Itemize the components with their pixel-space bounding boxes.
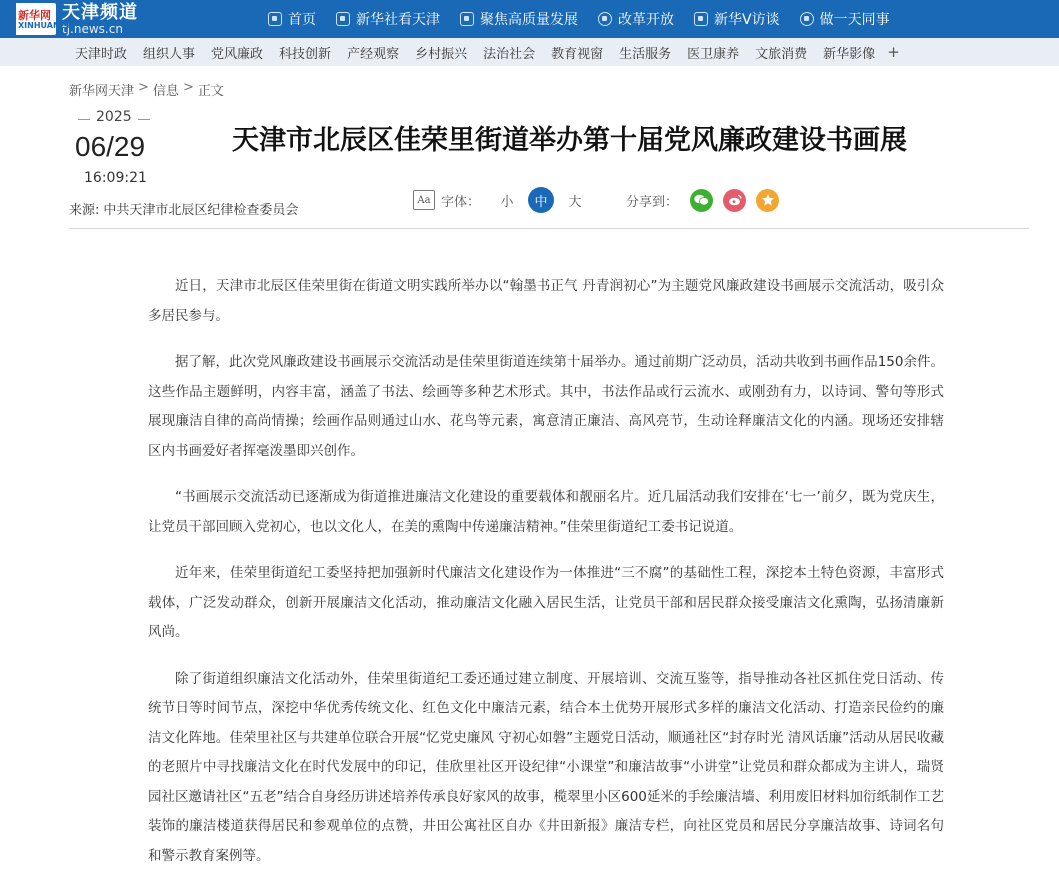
nav-reform-label: 改革开放 [618,12,674,28]
date-divider-left [78,119,90,120]
nav-high-quality[interactable] [460,9,578,29]
top-bar [0,0,1059,38]
nav-xinhua-tianjin-label: 新华社看天津 [356,12,440,28]
logo-title: 天津频道 [62,1,138,23]
channel-item[interactable]: 科技创新 [279,46,332,62]
breadcrumb [69,80,224,99]
nav-colleague-label: 做一天同事 [819,12,890,28]
nav-high-quality-label: 聚焦高质量发展 [480,12,578,28]
article-toolbar [413,187,789,213]
compass-icon [598,12,612,26]
top-nav [268,0,910,38]
logo-badge-bottom: XINHUANET [18,21,71,30]
article-paragraph: 据了解，此次党风廉政建设书画展示交流活动是佳荣里街道连续第十届举办。通过前期广泛动员，活动共收到书画作品150余件。这些作品主题鲜明，内容丰富，涵盖了书法、绘画等多种艺术形式。其中，书法作品或行云流水、或刚劲有力，以诗词、警句等形式展现廉洁自律的高尚情操；绘画作品则通过山水、花鸟等元素，寓意清正廉洁、高风亮节，生动诠释廉洁文化的内涵。现场还安排辖区内书画爱好者挥毫泼墨即兴创作。 [148,354,944,459]
wechat-icon [694,194,709,206]
nav-v-interview-label: 新华V访谈 [714,12,780,28]
article-paragraph: 除了街道组织廉洁文化活动外，佳荣里街道纪工委还通过建立制度、开展培训、交流互鉴等，指导推动各社区抓住党日活动、传统节日等时间节点，深挖中华优秀传统文化、红色文化中廉洁元素，结合本土优势开展形式多样的廉洁文化活动、打造亲民俭约的廉洁文化阵地。佳荣里社区与共建单位联合开展“忆党史廉风 守初心如磐”主题党日活动，顺通社区“封存时光 清风话廉”活动从居民收藏的老照片中寻找廉洁文化在时代发展中的印记，佳欣里社区开设纪律“小课堂”和廉洁故事“小讲堂”让党员和群众都成为主讲人，瑞贤园社区邀请社区“五老”结合自身经历讲述培养传承良好家风的故事，榄翠里小区600延米的手绘廉洁墙、利用废旧材料加衍纸制作工艺装饰的廉洁楼道获得居民和参观单位的点赞，井田公寓社区自办《井田新报》廉洁专栏，向社区党员和居民分享廉洁故事、诗词名句和警示教育案例等。 [148,670,944,864]
font-size-medium[interactable]: 中 [528,187,554,213]
star-icon [761,193,775,207]
channel-item[interactable]: 党风廉政 [211,46,264,62]
qzone-share-button[interactable] [756,189,779,212]
channel-list [75,38,916,66]
logo-text [62,3,138,36]
people-icon [800,12,814,26]
channel-item[interactable]: 生活服务 [619,46,672,62]
home-icon [268,12,282,26]
font-size-small[interactable]: 小 [500,194,514,210]
more-channels-button[interactable]: + [887,43,900,61]
article-paragraph: 近日，天津市北辰区佳荣里街在街道文明实践所举办以“翰墨书正气 丹青润初心”为主题党风廉政建设书画展示交流活动，吸引众多居民参与。 [148,278,944,324]
nav-colleague[interactable] [800,9,890,29]
nav-home-label: 首页 [288,12,316,28]
channel-item[interactable]: 乡村振兴 [415,46,468,62]
article-paragraph: “书画展示交流活动已逐渐成为街道推进廉洁文化建设的重要载体和靓丽名片。近几届活动我们安排在‘七一’前夕，既为党庆生，让党员干部回顾入党初心，也以文化人，在美的熏陶中传递廉洁精神。”佳荣里街道纪工委书记说道。 [148,489,944,535]
xinhuanet-logo-badge [6,3,71,35]
nav-reform[interactable] [598,9,674,29]
weibo-icon [728,194,742,206]
channel-item[interactable]: 产经观察 [347,46,400,62]
date-divider-right [138,119,150,120]
font-size-label: 字体： [441,194,481,210]
nav-home[interactable] [268,9,316,29]
channel-item[interactable]: 组织人事 [143,46,196,62]
breadcrumb-separator: > [138,80,149,95]
wechat-share-button[interactable] [690,189,713,212]
publish-date: 06/29 [75,131,146,162]
source-label: 来源: [69,203,100,218]
font-size-large[interactable]: 大 [568,194,582,210]
breadcrumb-separator: > [182,80,194,95]
article-source [69,199,298,218]
channel-item[interactable]: 医卫康养 [687,46,740,62]
breadcrumb-info[interactable]: 信息 [152,84,179,99]
channel-item[interactable]: 新华影像 [823,46,876,62]
channel-item[interactable]: 天津时政 [75,46,128,62]
publish-time: 16:09:21 [84,170,147,186]
source-name: 中共天津市北辰区纪律检查委员会 [103,203,299,218]
nav-xinhua-tianjin[interactable] [336,9,440,29]
focus-icon [460,12,474,26]
play-icon [336,12,350,26]
channel-item[interactable]: 法治社会 [483,46,536,62]
weibo-share-button[interactable] [723,189,746,212]
channel-nav [0,38,1059,66]
logo-badge-top: 新华网 [18,9,51,22]
logo-mark [6,3,16,35]
article-body [148,272,944,888]
site-logo[interactable] [6,2,138,36]
video-icon [694,12,708,26]
article-title: 天津市北辰区佳荣里街道举办第十届党风廉政建设书画展 [232,125,907,156]
breadcrumb-current: 正文 [197,84,224,99]
breadcrumb-home[interactable]: 新华网天津 [69,84,135,99]
font-size-icon: Aa [413,190,435,210]
channel-item[interactable]: 文旅消费 [755,46,808,62]
nav-v-interview[interactable] [694,9,780,29]
logo-domain: tj.news.cn [62,21,123,36]
header-divider [69,228,1029,229]
article-paragraph: 近年来，佳荣里街道纪工委坚持把加强新时代廉洁文化建设作为一体推进“三不腐”的基础性工程，深挖本土特色资源，丰富形式载体，广泛发动群众，创新开展廉洁文化活动，推动廉洁文化融入居民生活，让党员干部和居民群众接受廉洁文化熏陶，弘扬清廉新风尚。 [148,565,944,640]
channel-item[interactable]: 教育视窗 [551,46,604,62]
share-label: 分享到： [626,194,679,210]
publish-year: 2025 [96,109,132,125]
